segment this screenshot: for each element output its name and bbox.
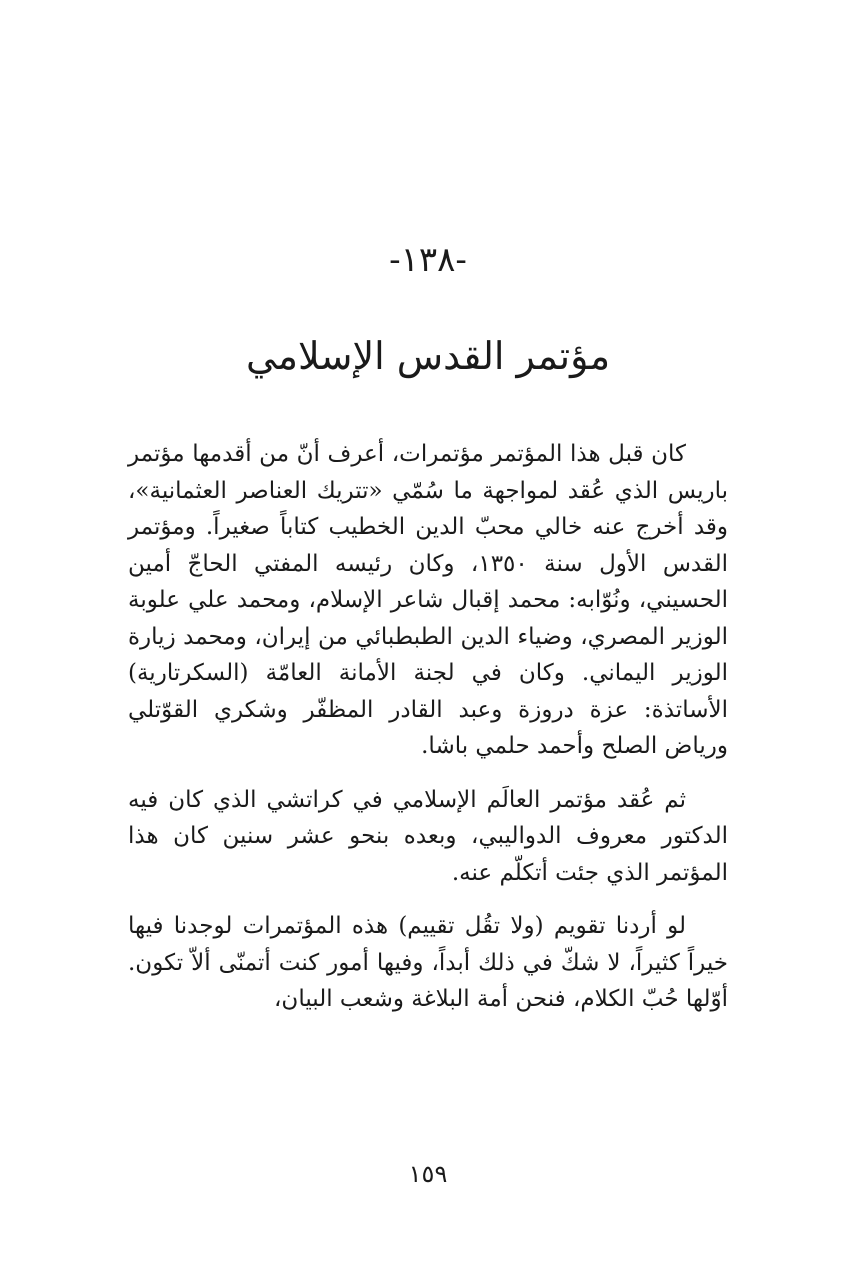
body-text: [128, 436, 728, 1035]
chapter-number: -١٣٨-: [389, 240, 467, 280]
chapter-title: مؤتمر القدس الإسلامي: [245, 334, 611, 378]
paragraph-1: كان قبل هذا المؤتمر مؤتمرات، أعرف أنّ من أقدمها مؤتمر باريس الذي عُقد لمواجهة ما سُمّي «تتريك العناصر العثمانية»، وقد أخرج عنه خالي محبّ الدين الخطيب كتاباً صغيراً. ومؤتمر القدس الأول سنة ١٣٥٠، وكان رئيسه المفتي الحاجّ أمين الحسيني، ونُوّابه: محمد إقبال شاعر الإسلام، ومحمد علي علوبة الوزير المصري، وضياء الدين الطبطبائي من إيران، ومحمد زيارة الوزير اليماني. وكان في لجنة الأمانة العامّة (السكرتارية) الأساتذة: عزة دروزة وعبد القادر المظفّر وشكري القوّتلي ورياض الصلح وأحمد حلمي باشا.: [128, 441, 728, 759]
paragraph-2: ثم عُقد مؤتمر العالَم الإسلامي في كراتشي الذي كان فيه الدكتور معروف الدواليبي، وبعده بنحو عشر سنين كان هذا المؤتمر الذي جئت أتكلّم عنه.: [128, 786, 728, 886]
paragraph-3: لو أردنا تقويم (ولا تقُل تقييم) هذه المؤتمرات لوجدنا فيها خيراً كثيراً، لا شكّ في ذلك أبداً، وفيها أمور كنت أتمنّى ألاّ تكون. أوّلها حُبّ الكلام، فنحن أمة البلاغة وشعب البيان،: [128, 913, 728, 1012]
page-number: ١٥٩: [408, 1160, 448, 1188]
